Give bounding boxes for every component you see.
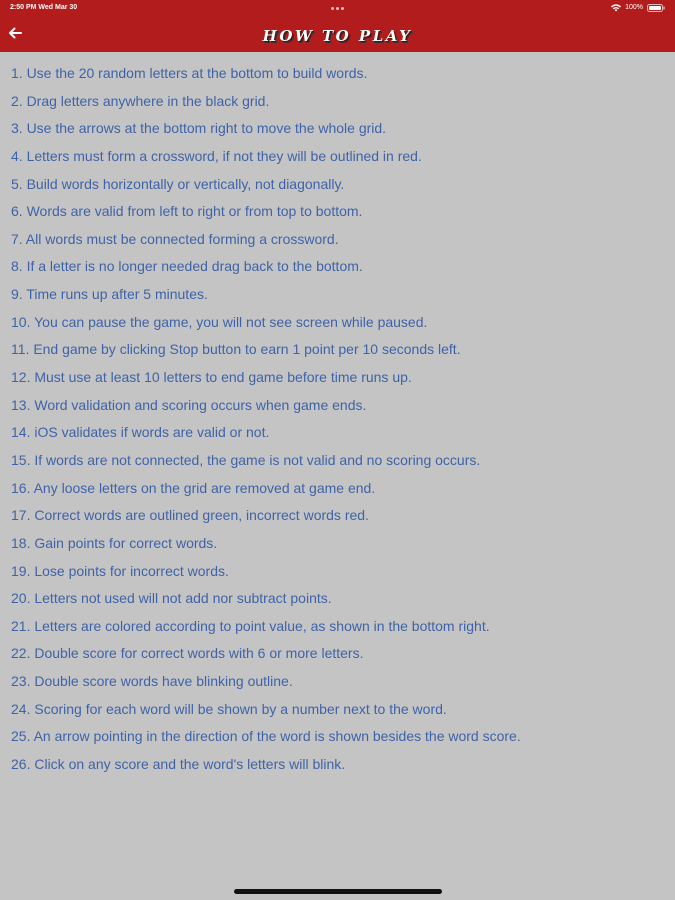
rule-item: 6. Words are valid from left to right or from top to bottom. (11, 203, 363, 220)
status-indicators (611, 0, 665, 16)
rule-item: 21. Letters are colored according to point value, as shown in the bottom right. (11, 617, 490, 634)
rule-item: 5. Build words horizontally or vertically, not diagonally. (11, 175, 345, 192)
rule-item: 16. Any loose letters on the grid are removed at game end. (11, 479, 376, 496)
rule-item: 15. If words are not connected, the game is not valid and no scoring occurs. (11, 451, 481, 468)
rule-item: 12. Must use at least 10 letters to end game before time runs up. (11, 369, 412, 386)
rule-item: 19. Lose points for incorrect words. (11, 562, 229, 579)
rule-item: 25. An arrow pointing in the direction of the word is shown besides the word score. (11, 728, 521, 745)
wifi-icon (611, 4, 621, 12)
status-date: Wed Mar 30 (38, 4, 78, 11)
battery-icon (647, 4, 665, 12)
rule-item: 26. Click on any score and the word's letters will blink. (11, 756, 346, 773)
rule-item: 24. Scoring for each word will be shown by a number next to the word. (11, 700, 447, 717)
rules-list (11, 62, 671, 781)
rule-item: 9. Time runs up after 5 minutes. (11, 286, 208, 303)
rule-item: 8. If a letter is no longer needed drag back to the bottom. (11, 258, 363, 275)
status-time-date (10, 0, 77, 16)
rule-item: 17. Correct words are outlined green, incorrect words red. (11, 507, 369, 524)
rule-item: 2. Drag letters anywhere in the black grid. (11, 92, 270, 109)
rule-item: 13. Word validation and scoring occurs when game ends. (11, 396, 367, 413)
rule-item: 7. All words must be connected forming a crossword. (11, 230, 339, 247)
rule-item: 1. Use the 20 random letters at the bottom to build words. (11, 65, 368, 81)
rule-item: 10. You can pause the game, you will not see screen while paused. (11, 313, 428, 330)
rule-item: 20. Letters not used will not add nor subtract points. (11, 590, 332, 607)
navigation-bar (0, 20, 675, 52)
rule-item: 18. Gain points for correct words. (11, 534, 218, 551)
multitasking-dots-icon[interactable] (331, 7, 344, 10)
page-title: HOW TO PLAY (262, 27, 413, 45)
app-header (0, 0, 675, 52)
rule-item: 4. Letters must form a crossword, if not they will be outlined in red. (11, 147, 422, 164)
home-indicator[interactable] (234, 889, 442, 894)
rule-item: 11. End game by clicking Stop button to earn 1 point per 10 seconds left. (11, 341, 461, 358)
status-bar (0, 0, 675, 16)
battery-percent: 100% (625, 4, 643, 11)
rule-item: 23. Double score words have blinking outline. (11, 673, 293, 690)
status-time: 2:50 PM (10, 4, 37, 11)
rule-item: 14. iOS validates if words are valid or not. (11, 424, 270, 441)
rule-item: 3. Use the arrows at the bottom right to move the whole grid. (11, 120, 387, 137)
rule-item: 22. Double score for correct words with 6 or more letters. (11, 645, 364, 662)
